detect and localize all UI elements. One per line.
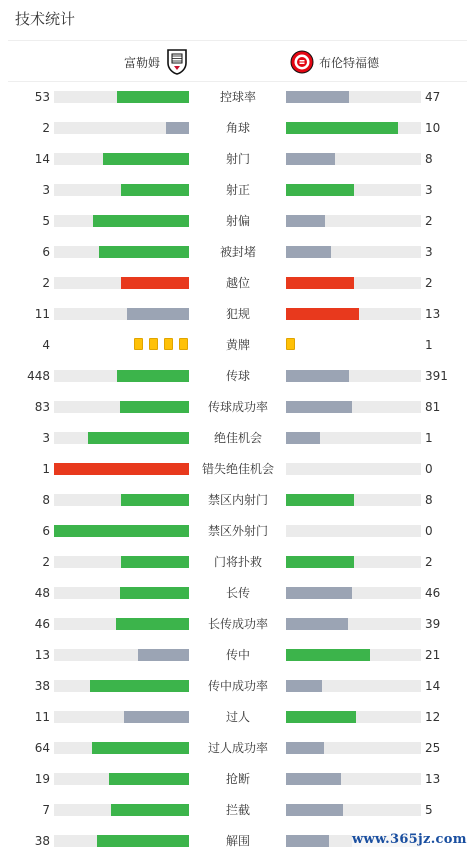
home-bar-track	[54, 463, 189, 475]
stat-row	[0, 676, 475, 696]
stat-row	[0, 583, 475, 603]
home-value: 38	[34, 834, 50, 848]
away-bar-track	[286, 711, 421, 723]
home-value: 19	[34, 772, 50, 786]
away-bar-track	[286, 680, 421, 692]
away-team-name: 布伦特福德	[319, 55, 380, 70]
away-bar-track	[286, 742, 421, 754]
home-value: 1	[42, 462, 50, 476]
away-value: 5	[425, 803, 433, 817]
home-value: 14	[34, 152, 50, 166]
away-value: 8	[425, 493, 433, 507]
home-bar	[117, 370, 189, 382]
away-value: 39	[425, 617, 441, 631]
home-bar-track	[54, 525, 189, 537]
away-value: 1	[425, 431, 433, 445]
away-value: 2	[425, 555, 433, 569]
away-bar	[286, 122, 398, 134]
stat-row	[0, 397, 475, 417]
home-bar	[117, 91, 189, 103]
home-bar-track	[54, 649, 189, 661]
away-value: 3	[425, 183, 433, 197]
away-bar-track	[286, 525, 421, 537]
away-value: 10	[425, 121, 441, 135]
home-bar-track	[54, 835, 189, 847]
away-value: 13	[425, 772, 441, 786]
home-bar	[121, 494, 189, 506]
stat-row	[0, 490, 475, 510]
home-bar-track	[54, 494, 189, 506]
home-value: 38	[34, 679, 50, 693]
home-bar-track	[54, 91, 189, 103]
away-bar-track	[286, 432, 421, 444]
away-bar-track	[286, 587, 421, 599]
home-value: 3	[42, 183, 50, 197]
away-value: 13	[425, 307, 441, 321]
home-bar	[54, 463, 189, 475]
watermark: www.365jz.com	[352, 832, 467, 847]
stat-label: 传球成功率	[207, 400, 268, 414]
away-bar	[286, 587, 352, 599]
away-bar	[286, 711, 356, 723]
section-title: 技术统计	[15, 10, 76, 28]
away-value: 25	[425, 741, 441, 755]
away-value: 391	[425, 369, 448, 383]
away-bar	[286, 308, 359, 320]
away-bar	[286, 153, 335, 165]
home-value: 4	[42, 338, 50, 352]
away-bar	[286, 804, 343, 816]
away-bar-track	[286, 401, 421, 413]
stat-label: 抢断	[225, 772, 250, 786]
home-bar-track	[54, 556, 189, 568]
home-value: 3	[42, 431, 50, 445]
stat-row	[0, 800, 475, 820]
stat-label: 传中	[225, 648, 250, 662]
home-value: 48	[34, 586, 50, 600]
home-bar	[109, 773, 189, 785]
away-bar-track	[286, 618, 421, 630]
away-value: 0	[425, 524, 433, 538]
away-bar-track	[286, 308, 421, 320]
stat-row	[0, 645, 475, 665]
away-bar	[286, 618, 348, 630]
stat-label: 传球	[225, 369, 250, 383]
stat-row	[0, 769, 475, 789]
away-value: 12	[425, 710, 441, 724]
home-value: 46	[34, 617, 50, 631]
away-bar	[286, 649, 370, 661]
home-bar-track	[54, 153, 189, 165]
home-bar	[166, 122, 189, 134]
away-bar-track	[286, 773, 421, 785]
stat-label: 禁区内射门	[207, 493, 268, 507]
away-bar-track	[286, 649, 421, 661]
stat-label: 绝佳机会	[213, 431, 262, 445]
home-bar-track	[54, 618, 189, 630]
home-bar	[93, 215, 189, 227]
home-value: 2	[42, 276, 50, 290]
away-bar	[286, 401, 352, 413]
stat-row	[0, 304, 475, 324]
away-bar-track	[286, 277, 421, 289]
yellow-card-icon	[149, 338, 158, 350]
home-value: 2	[42, 121, 50, 135]
home-bar	[92, 742, 189, 754]
home-bar	[116, 618, 189, 630]
away-bar	[286, 91, 349, 103]
home-bar-track	[54, 432, 189, 444]
stat-label: 犯规	[225, 307, 250, 321]
stat-label: 解围	[225, 834, 250, 848]
stat-label: 传中成功率	[207, 679, 268, 693]
stat-row	[0, 614, 475, 634]
stat-row	[0, 273, 475, 293]
stat-label: 被封堵	[219, 245, 256, 259]
home-bar-track	[54, 370, 189, 382]
away-bar-track	[286, 804, 421, 816]
away-bar-track	[286, 246, 421, 258]
home-value: 448	[27, 369, 50, 383]
home-value: 2	[42, 555, 50, 569]
stat-row	[0, 180, 475, 200]
home-bar	[138, 649, 189, 661]
stat-label: 禁区外射门	[207, 524, 268, 538]
away-value: 81	[425, 400, 441, 414]
away-value: 0	[425, 462, 433, 476]
stat-label: 长传	[225, 586, 250, 600]
home-team-name: 富勒姆	[124, 55, 161, 70]
away-bar-track	[286, 370, 421, 382]
stat-label: 门将扑救	[213, 555, 262, 569]
home-bar-track	[54, 401, 189, 413]
home-bar	[127, 308, 189, 320]
home-bar-track	[54, 246, 189, 258]
home-bar	[111, 804, 189, 816]
away-bar-track	[286, 122, 421, 134]
home-bar	[121, 184, 189, 196]
away-value: 2	[425, 214, 433, 228]
home-bar-track	[54, 215, 189, 227]
home-yellow-cards	[54, 338, 189, 352]
home-bar-track	[54, 587, 189, 599]
stat-label: 过人	[225, 710, 250, 724]
away-bar-track	[286, 153, 421, 165]
stat-label: 射偏	[225, 214, 250, 228]
stat-row	[0, 242, 475, 262]
stat-label: 长传成功率	[207, 617, 268, 631]
stat-row	[0, 211, 475, 231]
away-bar	[286, 184, 354, 196]
home-bar-track	[54, 277, 189, 289]
home-bar	[99, 246, 189, 258]
away-value: 3	[425, 245, 433, 259]
away-bar-track	[286, 463, 421, 475]
stat-row	[0, 552, 475, 572]
away-bar-track	[286, 184, 421, 196]
away-bar	[286, 277, 354, 289]
stat-row	[0, 428, 475, 448]
away-bar-track	[286, 556, 421, 568]
home-bar-track	[54, 184, 189, 196]
home-bar-track	[54, 680, 189, 692]
stat-row	[0, 366, 475, 386]
away-yellow-cards	[286, 338, 421, 352]
stat-label: 控球率	[219, 90, 256, 104]
away-value: 46	[425, 586, 441, 600]
away-bar	[286, 773, 341, 785]
stat-row	[0, 738, 475, 758]
stat-label: 黄牌	[225, 338, 250, 352]
home-value: 13	[34, 648, 50, 662]
home-value: 5	[42, 214, 50, 228]
stat-row	[0, 521, 475, 541]
home-value: 83	[34, 400, 50, 414]
stat-row	[0, 118, 475, 138]
away-bar	[286, 494, 354, 506]
stat-label: 越位	[225, 276, 250, 290]
home-bar-track	[54, 804, 189, 816]
away-value: 14	[425, 679, 441, 693]
yellow-card-icon	[164, 338, 173, 350]
home-bar	[103, 153, 189, 165]
away-value: 2	[425, 276, 433, 290]
away-bar	[286, 215, 325, 227]
stat-label: 过人成功率	[207, 741, 268, 755]
away-bar	[286, 556, 354, 568]
stat-label: 角球	[225, 121, 250, 135]
home-value: 8	[42, 493, 50, 507]
home-bar	[121, 277, 189, 289]
stat-row	[0, 707, 475, 727]
home-value: 7	[42, 803, 50, 817]
home-bar	[90, 680, 189, 692]
home-bar	[120, 401, 189, 413]
home-bar-track	[54, 122, 189, 134]
home-value: 6	[42, 524, 50, 538]
stat-row	[0, 459, 475, 479]
away-value: 1	[425, 338, 433, 352]
away-bar	[286, 246, 331, 258]
home-bar-track	[54, 773, 189, 785]
home-bar-track	[54, 711, 189, 723]
home-bar	[97, 835, 189, 847]
yellow-card-icon	[286, 338, 295, 350]
away-value: 21	[425, 648, 441, 662]
home-bar-track	[54, 742, 189, 754]
stat-label: 射正	[225, 183, 250, 197]
home-value: 6	[42, 245, 50, 259]
stat-row	[0, 149, 475, 169]
away-bar-track	[286, 215, 421, 227]
home-bar	[124, 711, 189, 723]
away-value: 8	[425, 152, 433, 166]
yellow-card-icon	[179, 338, 188, 350]
stat-row	[0, 335, 475, 355]
stat-label: 错失绝佳机会	[201, 462, 274, 476]
home-value: 11	[34, 710, 50, 724]
home-value: 11	[34, 307, 50, 321]
away-bar-track	[286, 91, 421, 103]
stat-row	[0, 87, 475, 107]
stat-label: 射门	[225, 152, 250, 166]
away-value: 47	[425, 90, 441, 104]
away-bar	[286, 680, 322, 692]
home-value: 64	[34, 741, 50, 755]
yellow-card-icon	[134, 338, 143, 350]
home-bar-track	[54, 308, 189, 320]
home-bar	[120, 587, 189, 599]
away-bar	[286, 742, 324, 754]
home-bar	[54, 525, 189, 537]
home-bar	[121, 556, 189, 568]
away-bar	[286, 432, 320, 444]
home-bar	[88, 432, 189, 444]
away-bar-track	[286, 494, 421, 506]
away-bar	[286, 370, 349, 382]
stat-label: 拦截	[225, 803, 250, 817]
home-value: 53	[34, 90, 50, 104]
away-bar	[286, 835, 329, 847]
